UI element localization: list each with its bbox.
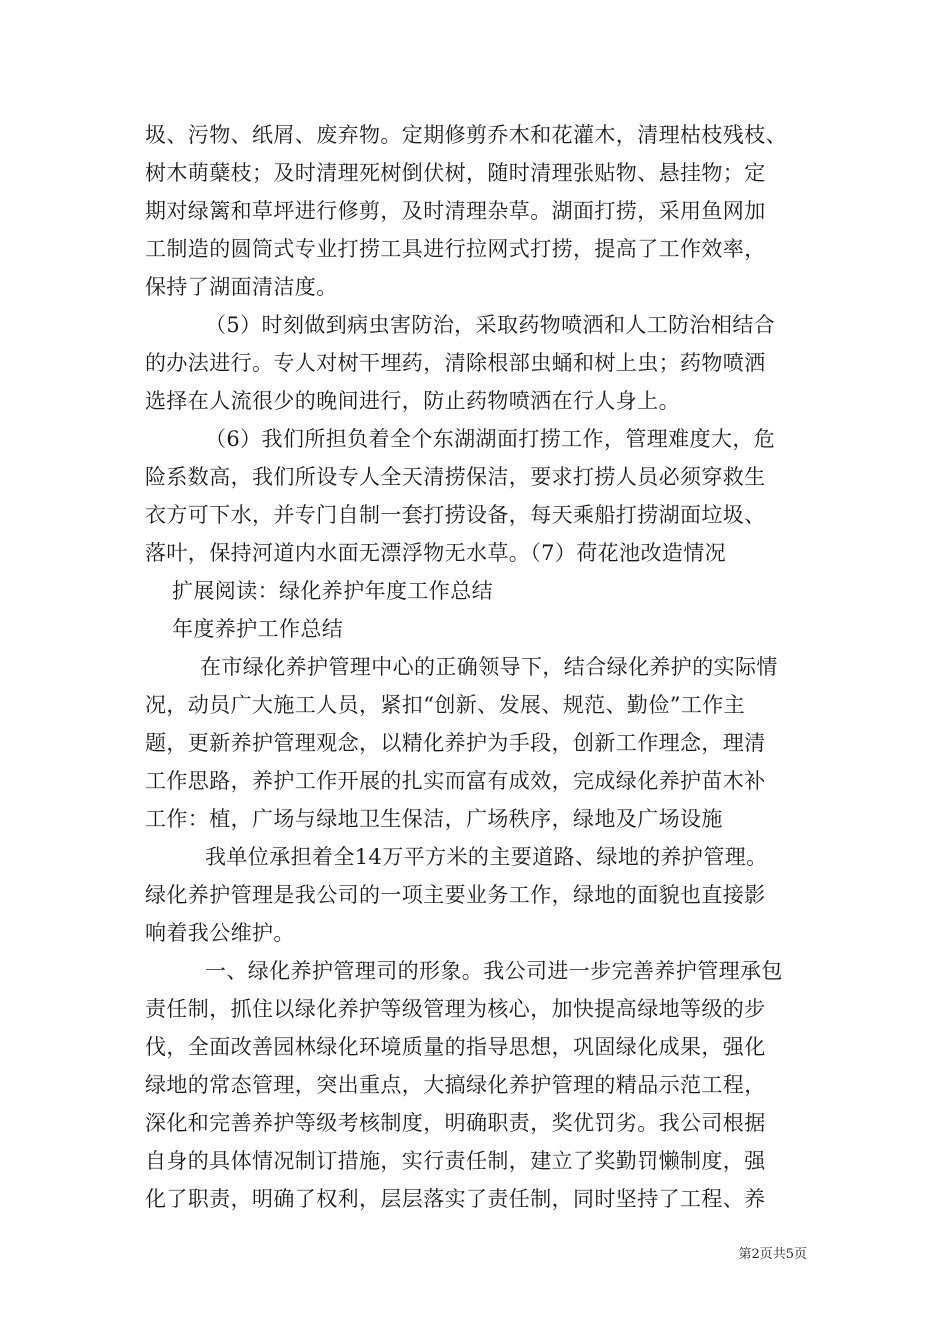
body-text-line: 伐，全面改善园林绿化环境质量的指导思想，巩固绿化成果，强化 — [145, 1035, 766, 1059]
extended-reading-heading: 扩展阅读：绿化养护年度工作总结 — [172, 579, 493, 603]
body-text-line: 自身的具体情况制订措施，实行责任制，建立了奖勤罚懒制度，强 — [145, 1149, 766, 1173]
body-text-line: 险系数高，我们所设专人全天清捞保洁，要求打捞人员必须穿救生 — [145, 465, 766, 489]
body-text-line: 期对绿篱和草坪进行修剪，及时清理杂草。湖面打捞，采用鱼网加 — [145, 199, 766, 223]
paragraph-6-start: （6）我们所担负着全个东湖湖面打捞工作，管理难度大，危 — [205, 427, 776, 451]
body-text-line: 响着我公维护。 — [145, 921, 295, 945]
body-text-line: 衣方可下水，并专门自制一套打捞设备，每天乘船打捞湖面垃圾、 — [145, 503, 766, 527]
paragraph-5-start: （5）时刻做到病虫害防治，采取药物喷洒和人工防治相结合 — [205, 313, 776, 337]
body-text-line: 绿化养护管理是我公司的一项主要业务工作，绿地的面貌也直接影 — [145, 883, 766, 907]
body-text-line: 绿地的常态管理，突出重点，大搞绿化养护管理的精品示范工程， — [145, 1073, 766, 1097]
body-text-line: 工作思路，养护工作开展的扎实而富有成效，完成绿化养护苗木补 — [145, 769, 766, 793]
body-text-line: 工制造的圆筒式专业打捞工具进行拉网式打捞，提高了工作效率， — [145, 237, 766, 261]
paragraph-intro-start: 在市绿化养护管理中心的正确领导下，结合绿化养护的实际情 — [200, 655, 778, 679]
section-one-start: 一、绿化养护管理司的形象。我公司进一步完善养护管理承包 — [205, 959, 783, 983]
body-text-line: 责任制，抓住以绿化养护等级管理为核心，加快提高绿地等级的步 — [145, 997, 766, 1021]
body-text-line: 保持了湖面清洁度。 — [145, 275, 338, 299]
body-text-line: 圾、污物、纸屑、废弃物。定期修剪乔木和花灌木，清理枯枝残枝、 — [145, 123, 787, 147]
body-text-line: 树木萌蘖枝；及时清理死树倒伏树，随时清理张贴物、悬挂物；定 — [145, 161, 766, 185]
page-number: 第2页共5页 — [738, 1247, 807, 1262]
body-text-line: 的办法进行。专人对树干埋药，清除根部虫蛹和树上虫；药物喷洒 — [145, 351, 766, 375]
body-text-line: 深化和完善养护等级考核制度，明确职责，奖优罚劣。我公司根据 — [145, 1111, 766, 1135]
annual-summary-title: 年度养护工作总结 — [172, 617, 344, 641]
body-text-line: 选择在人流很少的晚间进行，防止药物喷洒在行人身上。 — [145, 389, 680, 413]
body-text-line: 况，动员广大施工人员，紧扣“创新、发展、规范、勤俭”工作主 — [145, 693, 746, 717]
paragraph-scope-start: 我单位承担着全14万平方米的主要道路、绿地的养护管理。 — [205, 845, 768, 869]
body-text-line: 题，更新养护管理观念，以精化养护为手段，创新工作理念，理清 — [145, 731, 766, 755]
body-text-line: 工作：植，广场与绿地卫生保洁，广场秩序，绿地及广场设施 — [145, 807, 723, 831]
body-text-line: 化了职责，明确了权利，层层落实了责任制，同时坚持了工程、养 — [145, 1187, 766, 1211]
body-text-line: 落叶，保持河道内水面无漂浮物无水草。（7）荷花池改造情况 — [145, 541, 727, 565]
